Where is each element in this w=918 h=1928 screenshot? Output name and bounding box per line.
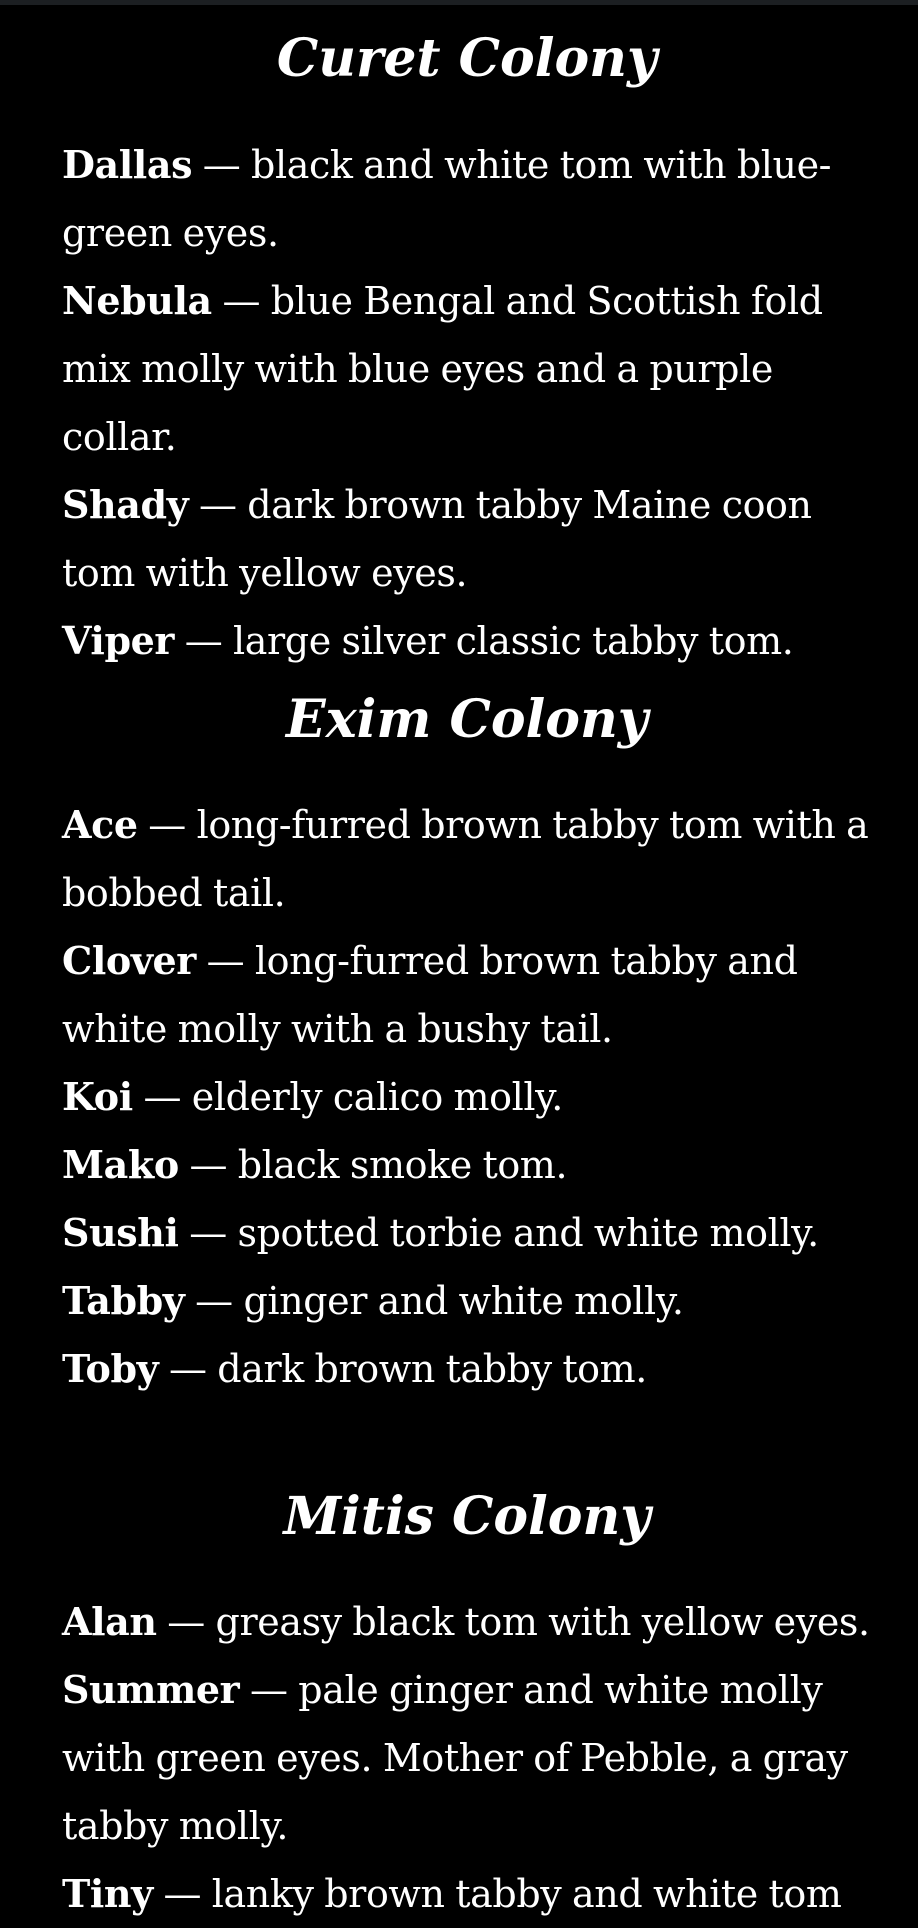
- cat-entry: [62, 607, 872, 675]
- cat-description: — pale ginger and white molly with green eyes. Mother of Pebble, a gray tabby molly.: [62, 1668, 848, 1848]
- cat-entry: [62, 131, 872, 267]
- cat-list-mitis: [62, 1588, 872, 1928]
- cat-name: Alan: [62, 1599, 157, 1644]
- cat-description: — dark brown tabby Maine coon tom with yellow eyes.: [62, 483, 812, 595]
- cat-name: Koi: [62, 1074, 133, 1119]
- cat-description: — blue Bengal and Scottish fold mix molly with blue eyes and a purple collar.: [62, 279, 823, 459]
- cat-entry: [62, 1656, 872, 1860]
- cat-description: — spotted torbie and white molly.: [189, 1211, 819, 1255]
- cat-name: Mako: [62, 1142, 179, 1187]
- cat-entry: [62, 927, 872, 1063]
- cat-description: — large silver classic tabby tom.: [184, 619, 794, 663]
- cat-name: Ace: [62, 802, 138, 847]
- cat-description: — black and white tom with blue-green eyes.: [62, 143, 832, 255]
- cat-name: Tiny: [62, 1871, 153, 1916]
- cat-description: — ginger and white molly.: [195, 1279, 684, 1323]
- cat-entry: [62, 1588, 872, 1656]
- cat-entry: [62, 1199, 872, 1267]
- cat-name: Nebula: [62, 278, 212, 323]
- cat-entry: [62, 471, 872, 607]
- cat-name: Toby: [62, 1346, 159, 1391]
- colony-title-mitis: Mitis Colony: [283, 1486, 651, 1547]
- cat-description: — greasy black tom with yellow eyes.: [167, 1600, 870, 1644]
- cat-entry: [62, 267, 872, 471]
- cat-description: — long-furred brown tabby and white molly with a bushy tail.: [62, 939, 798, 1051]
- cat-description: — dark brown tabby tom.: [169, 1347, 647, 1391]
- cat-name: Dallas: [62, 142, 193, 187]
- cat-list-exim: [62, 791, 872, 1403]
- cat-description: — black smoke tom.: [189, 1143, 568, 1187]
- cat-name: Summer: [62, 1667, 240, 1712]
- cat-list-curet: [62, 131, 872, 675]
- colony-title-exim: Exim Colony: [285, 689, 649, 750]
- cat-entry: [62, 1267, 872, 1335]
- cat-name: Shady: [62, 482, 189, 527]
- cat-entry: [62, 1131, 872, 1199]
- cat-description: — long-furred brown tabby tom with a bobbed tail.: [62, 803, 869, 915]
- colony-title-curet: Curet Colony: [276, 28, 658, 89]
- status-bar-strip: [0, 0, 918, 5]
- cat-entry: [62, 1860, 872, 1928]
- cat-name: Tabby: [62, 1278, 185, 1323]
- cat-entry: [62, 1063, 872, 1131]
- cat-description: — elderly calico molly.: [143, 1075, 563, 1119]
- cat-name: Sushi: [62, 1210, 179, 1255]
- cat-entry: [62, 791, 872, 927]
- cat-entry: [62, 1335, 872, 1403]
- cat-name: Clover: [62, 938, 196, 983]
- cat-description: — lanky brown tabby and white tom: [163, 1872, 842, 1916]
- cat-name: Viper: [62, 618, 175, 663]
